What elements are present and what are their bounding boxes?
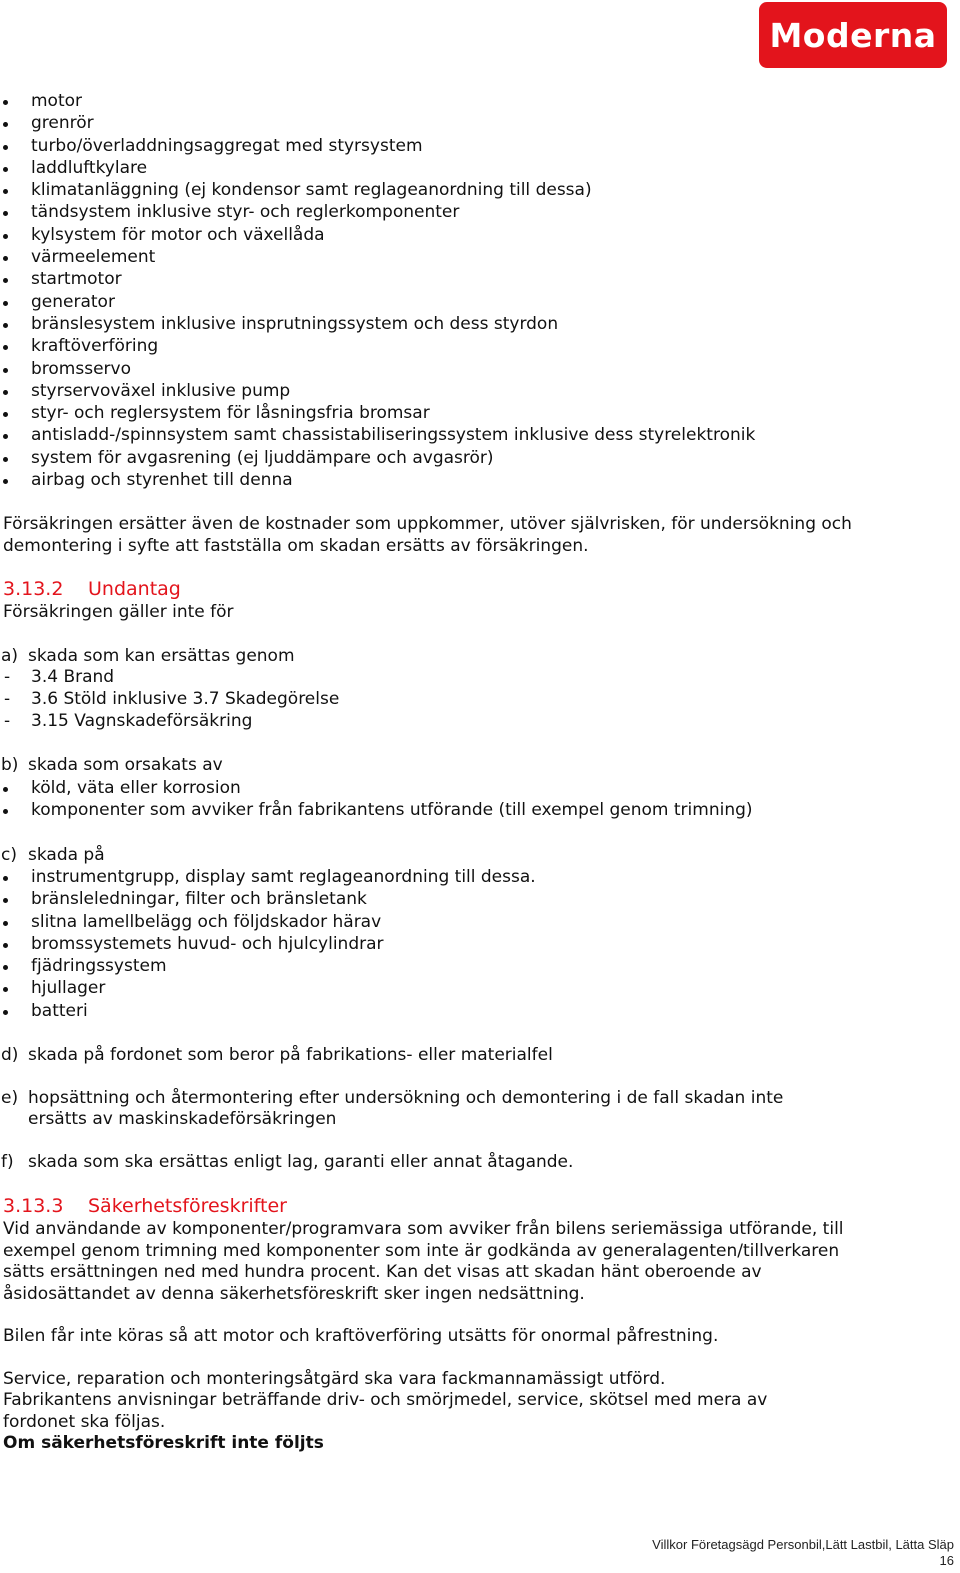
bullet-icon <box>3 898 8 903</box>
page-footer <box>652 1537 954 1569</box>
bullet-icon <box>3 122 8 127</box>
list-item <box>0 246 950 268</box>
list-item-text: klimatanläggning (ej kondensor samt reglageanordning till dessa) <box>31 180 592 201</box>
bullet-icon <box>3 211 8 216</box>
list-item <box>0 201 950 223</box>
list-item-text: 3.6 Stöld inklusive 3.7 Skadegörelse <box>31 689 340 710</box>
dash-icon: - <box>4 710 11 731</box>
list-item-text: kraftöverföring <box>31 336 159 357</box>
list-item-text: komponenter som avviker från fabrikantens utförande (till exempel genom trimning) <box>31 800 753 821</box>
list-item <box>0 424 950 446</box>
list-item-text: bromsservo <box>31 358 131 379</box>
list-item <box>0 268 950 290</box>
bullet-icon <box>3 943 8 948</box>
list-item-text: airbag och styrenhet till denna <box>31 470 293 491</box>
exception-c-list <box>0 866 950 1022</box>
safety-paragraph-3a: Service, reparation och monteringsåtgärd ska vara fackmannamässigt utförd. <box>3 1368 666 1389</box>
bullet-icon <box>3 345 8 350</box>
section-number: 3.13.2 <box>3 578 64 601</box>
exceptions-intro: Försäkringen gäller inte för <box>3 602 234 623</box>
page-number: 16 <box>939 1553 954 1568</box>
list-item <box>0 955 950 977</box>
list-item-text: styr- och reglersystem för låsningsfria bromsar <box>31 403 430 424</box>
list-item <box>0 711 950 733</box>
bullet-icon <box>3 921 8 926</box>
moderna-logo: Moderna <box>759 2 947 68</box>
list-item-text: system för avgasrening (ej ljuddämpare och avgasrör) <box>31 447 494 468</box>
list-item <box>0 335 950 357</box>
bullet-icon <box>3 145 8 150</box>
bullet-icon <box>3 787 8 792</box>
dash-icon: - <box>4 667 11 688</box>
safety-paragraph-3b: Fabrikantens anvisningar beträffande driv- och smörjmedel, service, skötsel med mera av fordonet ska följas. <box>3 1390 768 1432</box>
exception-a-list <box>0 667 950 732</box>
list-item-text: instrumentgrupp, display samt reglageanordning till dessa. <box>31 867 536 887</box>
list-item-text: generator <box>31 291 115 312</box>
list-item <box>0 689 950 711</box>
bullet-icon <box>3 323 8 328</box>
section-number: 3.13.3 <box>3 1195 64 1218</box>
footer-title: Villkor Företagsägd Personbil,Lätt Lastbil, Lätta Släp <box>652 1537 954 1552</box>
list-item <box>0 90 950 112</box>
list-item <box>0 179 950 201</box>
list-item-text: laddluftkylare <box>31 157 148 178</box>
exception-b: b) skada som orsakats av <box>1 755 223 776</box>
bullet-icon <box>3 809 8 814</box>
list-item-text: hjullager <box>31 978 106 999</box>
paragraph-investigation-costs: Försäkringen ersätter även de kostnader som uppkommer, utöver självrisken, för undersökning och demontering i syfte att fastställa om skadan ersätts av försäkringen. <box>3 514 852 556</box>
list-item-text: startmotor <box>31 269 122 290</box>
list-item-text: kylsystem för motor och växellåda <box>31 224 325 245</box>
bullet-icon <box>3 301 8 306</box>
list-item <box>0 977 950 999</box>
list-item-text: turbo/överladdningsaggregat med styrsystem <box>31 135 423 156</box>
bullet-icon <box>3 278 8 283</box>
list-item <box>0 866 950 888</box>
section-title: Säkerhetsföreskrifter <box>88 1195 287 1218</box>
list-item-text: bränslesystem inklusive insprutningssystem och dess styrdon <box>31 313 559 334</box>
list-item <box>0 447 950 469</box>
section-title: Undantag <box>88 578 181 601</box>
list-item <box>0 667 950 689</box>
safety-bold-heading: Om säkerhetsföreskrift inte följts <box>3 1433 324 1454</box>
list-item-text: köld, väta eller korrosion <box>31 777 241 798</box>
exception-b-list <box>0 777 950 822</box>
list-item-text: slitna lamellbelägg och följdskador härav <box>31 911 382 932</box>
exception-a: a) skada som kan ersättas genom <box>1 645 295 666</box>
bullet-icon <box>3 457 8 462</box>
bullet-icon <box>3 390 8 395</box>
bullet-icon <box>3 479 8 484</box>
list-item-text: motor <box>31 91 83 111</box>
exception-d: d) skada på fordonet som beror på fabrikations- eller materialfel <box>1 1045 553 1066</box>
bullet-icon <box>3 987 8 992</box>
list-item <box>0 313 950 335</box>
bullet-icon <box>3 368 8 373</box>
list-item-text: batteri <box>31 1000 88 1021</box>
list-item-text: tändsystem inklusive styr- och reglerkomponenter <box>31 202 460 223</box>
bullet-icon <box>3 167 8 172</box>
list-item <box>0 777 950 799</box>
list-item <box>0 1000 950 1022</box>
exception-f: f) skada som ska ersättas enligt lag, garanti eller annat åtagande. <box>1 1151 574 1172</box>
list-item-text: styrservoväxel inklusive pump <box>31 380 291 401</box>
bullet-icon <box>3 434 8 439</box>
exception-c: c) skada på <box>1 844 105 865</box>
bullet-icon <box>3 876 8 881</box>
list-item-text: antisladd-/spinnsystem samt chassistabiliseringssystem inklusive dess styrelektronik <box>31 425 756 446</box>
safety-paragraph-2: Bilen får inte köras så att motor och kraftöverföring utsätts för onormal påfrestning. <box>3 1326 719 1347</box>
list-item <box>0 888 950 910</box>
list-item-text: grenrör <box>31 113 94 134</box>
section-heading-exceptions <box>0 577 950 602</box>
list-item-text: värmeelement <box>31 247 156 268</box>
list-item <box>0 469 950 491</box>
list-item-text: 3.4 Brand <box>31 667 115 688</box>
list-item <box>0 112 950 134</box>
bullet-icon <box>3 1010 8 1015</box>
bullet-icon <box>3 234 8 239</box>
bullet-icon <box>3 256 8 261</box>
document-body <box>0 90 950 1455</box>
list-item <box>0 135 950 157</box>
covered-components-list <box>0 90 950 491</box>
list-item-text: bromssystemets huvud- och hjulcylindrar <box>31 933 384 954</box>
list-item <box>0 157 950 179</box>
bullet-icon <box>3 412 8 417</box>
list-item <box>0 933 950 955</box>
list-item <box>0 224 950 246</box>
list-item <box>0 911 950 933</box>
list-item <box>0 291 950 313</box>
list-item-text: 3.15 Vagnskadeförsäkring <box>31 710 253 731</box>
list-item <box>0 358 950 380</box>
dash-icon: - <box>4 689 11 710</box>
bullet-icon <box>3 100 8 105</box>
list-item-text: fjädringssystem <box>31 956 167 977</box>
list-item <box>0 799 950 821</box>
section-heading-safety <box>0 1194 950 1219</box>
list-item <box>0 380 950 402</box>
safety-paragraph-1: Vid användande av komponenter/programvara som avviker från bilens seriemässiga utförande, till exempel genom trimning med komponenter som inte är godkända av generalagenten/tillverkaren sätts ersättningen ned med hundra procent. Kan det visas att skadan hänt oberoende av åsidosättandet av denna säkerhetsföreskrift sker ingen nedsättning. <box>3 1219 844 1304</box>
exception-e: e) hopsättning och återmontering efter undersökning och demontering i de fall skadan inte ersätts av maskinskadeförsäkringen <box>1 1087 784 1130</box>
list-item-text: bränsleledningar, filter och bränsletank <box>31 889 367 910</box>
bullet-icon <box>3 965 8 970</box>
list-item <box>0 402 950 424</box>
bullet-icon <box>3 189 8 194</box>
